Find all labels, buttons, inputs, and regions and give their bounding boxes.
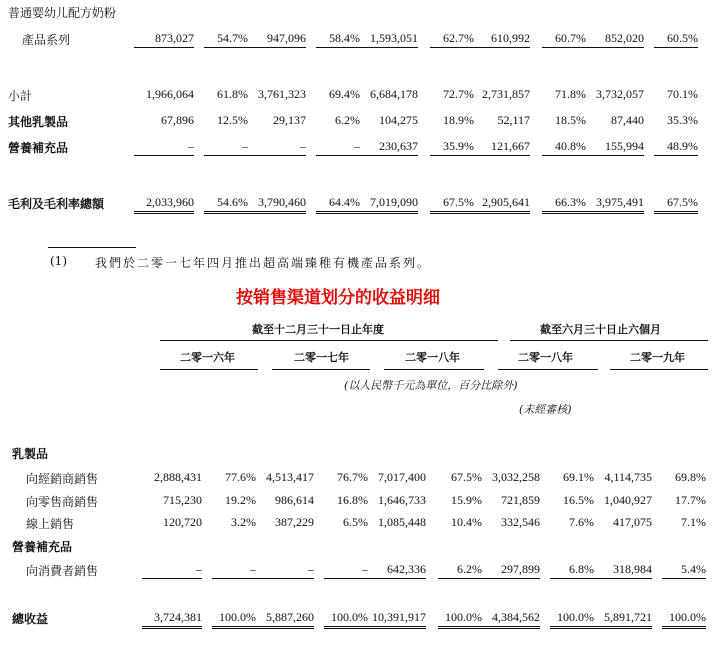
to-distributors-cell-5: 67.5%	[451, 470, 482, 484]
to-consumers-cell-6: 297,899	[480, 562, 540, 579]
total-revenue-cell-7: 100.0%	[550, 610, 594, 629]
nutrition-cell-9: 48.9%	[654, 139, 698, 156]
to-retailers-cell-5: 15.9%	[451, 493, 482, 507]
to-retailers-cell-4: 1,646,733	[378, 493, 426, 507]
subtotal-cell-9: 70.1%	[667, 87, 698, 101]
nutrition-cell-3: –	[316, 139, 360, 156]
product-series-cell-7: 60.7%	[542, 31, 586, 48]
nutrition-cell-7: 40.8%	[542, 139, 586, 156]
other-dairy-cell-3: 6.2%	[335, 113, 360, 127]
to-retailers-cell-7: 16.5%	[563, 493, 594, 507]
period-header-annual-rule	[160, 340, 498, 341]
total-revenue-cell-8: 5,891,721	[592, 610, 652, 629]
subtotal-cell-0: 1,966,064	[146, 87, 194, 101]
gross-profit-total-cell-5: 67.5%	[430, 195, 474, 214]
online-cell-3: 6.5%	[343, 515, 368, 529]
online-cell-7: 7.6%	[569, 515, 594, 529]
row-label-nutrition: 營養補充品	[8, 141, 69, 155]
product-series-cell-2: 947,096	[246, 31, 306, 48]
total-revenue-cell-4: 10,391,917	[366, 610, 426, 629]
other-dairy-cell-5: 18.9%	[443, 113, 474, 127]
product-series-cell-3: 58.4%	[316, 31, 360, 48]
other-dairy-cell-9: 35.3%	[667, 113, 698, 127]
to-retailers-cell-2: 986,614	[275, 493, 314, 507]
subtotal-cell-1: 61.8%	[217, 87, 248, 101]
nutrition-cell-6: 121,667	[470, 139, 530, 156]
subtotal-cell-3: 69.4%	[329, 87, 360, 101]
to-distributors-cell-4: 7,017,400	[378, 470, 426, 484]
online-cell-8: 417,075	[613, 515, 652, 529]
subtotal-cell-8: 3,732,057	[596, 87, 644, 101]
gross-profit-total-cell-1: 54.6%	[204, 195, 248, 214]
row-label-total-revenue: 總收益	[12, 612, 49, 626]
row-label-other-dairy: 其他乳製品	[8, 115, 69, 129]
to-consumers-cell-9: 5.4%	[662, 562, 706, 579]
online-cell-4: 1,085,448	[378, 515, 426, 529]
other-dairy-cell-7: 18.5%	[555, 113, 586, 127]
product-series-cell-0: 873,027	[134, 31, 194, 48]
subtotal-cell-7: 71.8%	[555, 87, 586, 101]
year-header-2019-h1-rule	[610, 369, 708, 370]
to-distributors-cell-6: 3,032,258	[492, 470, 540, 484]
to-consumers-cell-4: 642,336	[366, 562, 426, 579]
gross-profit-total-cell-9: 67.5%	[654, 195, 698, 214]
other-dairy-cell-6: 52,117	[497, 113, 530, 127]
product-series-cell-4: 1,593,051	[358, 31, 418, 48]
row-label-subtotal: 小計	[8, 89, 33, 103]
to-distributors-cell-1: 77.6%	[225, 470, 256, 484]
total-revenue-cell-0: 3,724,381	[142, 610, 202, 629]
to-distributors-cell-2: 4,513,417	[266, 470, 314, 484]
nutrition-cell-4: 230,637	[358, 139, 418, 156]
other-dairy-cell-0: 67,896	[161, 113, 194, 127]
gross-profit-total-cell-4: 7,019,090	[358, 195, 418, 214]
to-retailers-cell-0: 715,230	[163, 493, 202, 507]
to-retailers-cell-9: 17.7%	[675, 493, 706, 507]
product-series-cell-6: 610,992	[470, 31, 530, 48]
online-cell-0: 120,720	[163, 515, 202, 529]
nutrition-cell-1: –	[204, 139, 248, 156]
period-header-six-months: 截至六月三十日止六個月	[540, 323, 661, 336]
group-label-nutrition: 營養補充品	[12, 540, 73, 554]
footnote-text: 我們於二零一七年四月推出超高端臻稚有機產品系列。	[95, 256, 432, 270]
online-cell-5: 10.4%	[451, 515, 482, 529]
period-header-six-months-rule	[510, 340, 708, 341]
to-consumers-cell-2: –	[254, 562, 314, 579]
gross-profit-total-cell-7: 66.3%	[542, 195, 586, 214]
year-header-2018-rule	[384, 369, 484, 370]
year-header-2018-h1: 二零一八年	[518, 351, 573, 364]
year-header-2019-h1: 二零一九年	[630, 351, 685, 364]
total-revenue-cell-3: 100.0%	[324, 610, 368, 629]
to-consumers-cell-3: –	[324, 562, 368, 579]
to-consumers-cell-8: 318,984	[592, 562, 652, 579]
row-label-product-series: 產品系列	[22, 33, 71, 47]
total-revenue-cell-1: 100.0%	[212, 610, 256, 629]
product-series-cell-9: 60.5%	[654, 31, 698, 48]
other-dairy-cell-1: 12.5%	[217, 113, 248, 127]
unit-note: (以人民幣千元為單位，百分比除外)	[344, 379, 518, 392]
row-label-gross-profit-total: 毛利及毛利率總額	[8, 197, 105, 211]
row-label-to-retailers: 向零售商銷售	[26, 495, 99, 509]
row-label-online: 線上銷售	[26, 517, 75, 531]
online-cell-2: 387,229	[275, 515, 314, 529]
year-header-2018-h1-rule	[498, 369, 598, 370]
year-header-2016: 二零一六年	[180, 351, 235, 364]
period-header-annual: 截至十二月三十一日止年度	[252, 323, 384, 336]
to-distributors-cell-3: 76.7%	[337, 470, 368, 484]
gross-profit-total-cell-0: 2,033,960	[134, 195, 194, 214]
total-revenue-cell-6: 4,384,562	[480, 610, 540, 629]
to-retailers-cell-3: 16.8%	[337, 493, 368, 507]
gross-profit-total-cell-2: 3,790,460	[246, 195, 306, 214]
total-revenue-cell-2: 5,887,260	[254, 610, 314, 629]
footnote-divider	[48, 247, 136, 248]
other-dairy-cell-8: 87,440	[611, 113, 644, 127]
to-retailers-cell-8: 1,040,927	[604, 493, 652, 507]
year-header-2017: 二零一七年	[294, 351, 349, 364]
footnote-marker: (1)	[50, 254, 67, 268]
online-cell-9: 7.1%	[681, 515, 706, 529]
online-cell-1: 3.2%	[231, 515, 256, 529]
year-header-2018: 二零一八年	[405, 351, 460, 364]
to-distributors-cell-9: 69.8%	[675, 470, 706, 484]
gross-profit-total-cell-3: 64.4%	[316, 195, 360, 214]
to-distributors-cell-0: 2,888,431	[154, 470, 202, 484]
product-series-cell-1: 54.7%	[204, 31, 248, 48]
other-dairy-cell-2: 29,137	[273, 113, 306, 127]
total-revenue-cell-5: 100.0%	[438, 610, 482, 629]
row-label-to-consumers: 向消費者銷售	[26, 564, 99, 578]
to-consumers-cell-7: 6.8%	[550, 562, 594, 579]
audit-note: (未經審核)	[519, 403, 572, 416]
year-header-2017-rule	[272, 369, 370, 370]
section-title: 按销售渠道划分的收益明细	[236, 288, 440, 308]
to-retailers-cell-6: 721,859	[501, 493, 540, 507]
total-revenue-cell-9: 100.0%	[662, 610, 706, 629]
nutrition-cell-8: 155,994	[584, 139, 644, 156]
to-consumers-cell-5: 6.2%	[438, 562, 482, 579]
nutrition-cell-0: –	[134, 139, 194, 156]
product-series-cell-5: 62.7%	[430, 31, 474, 48]
gross-profit-total-cell-6: 2,905,641	[470, 195, 530, 214]
online-cell-6: 332,546	[501, 515, 540, 529]
nutrition-cell-5: 35.9%	[430, 139, 474, 156]
to-retailers-cell-1: 19.2%	[225, 493, 256, 507]
to-consumers-cell-0: –	[142, 562, 202, 579]
to-distributors-cell-8: 4,114,735	[604, 470, 652, 484]
other-dairy-cell-4: 104,275	[379, 113, 418, 127]
year-header-2016-rule	[160, 369, 258, 370]
to-consumers-cell-1: –	[212, 562, 256, 579]
subtotal-cell-2: 3,761,323	[258, 87, 306, 101]
row-label-infant-formula: 普通婴幼儿配方奶粉	[8, 6, 117, 20]
subtotal-cell-6: 2,731,857	[482, 87, 530, 101]
nutrition-cell-2: –	[246, 139, 306, 156]
group-label-dairy: 乳製品	[12, 447, 49, 461]
to-distributors-cell-7: 69.1%	[563, 470, 594, 484]
subtotal-cell-4: 6,684,178	[370, 87, 418, 101]
subtotal-cell-5: 72.7%	[443, 87, 474, 101]
product-series-cell-8: 852,020	[584, 31, 644, 48]
gross-profit-total-cell-8: 3,975,491	[584, 195, 644, 214]
row-label-to-distributors: 向經銷商銷售	[26, 472, 99, 486]
